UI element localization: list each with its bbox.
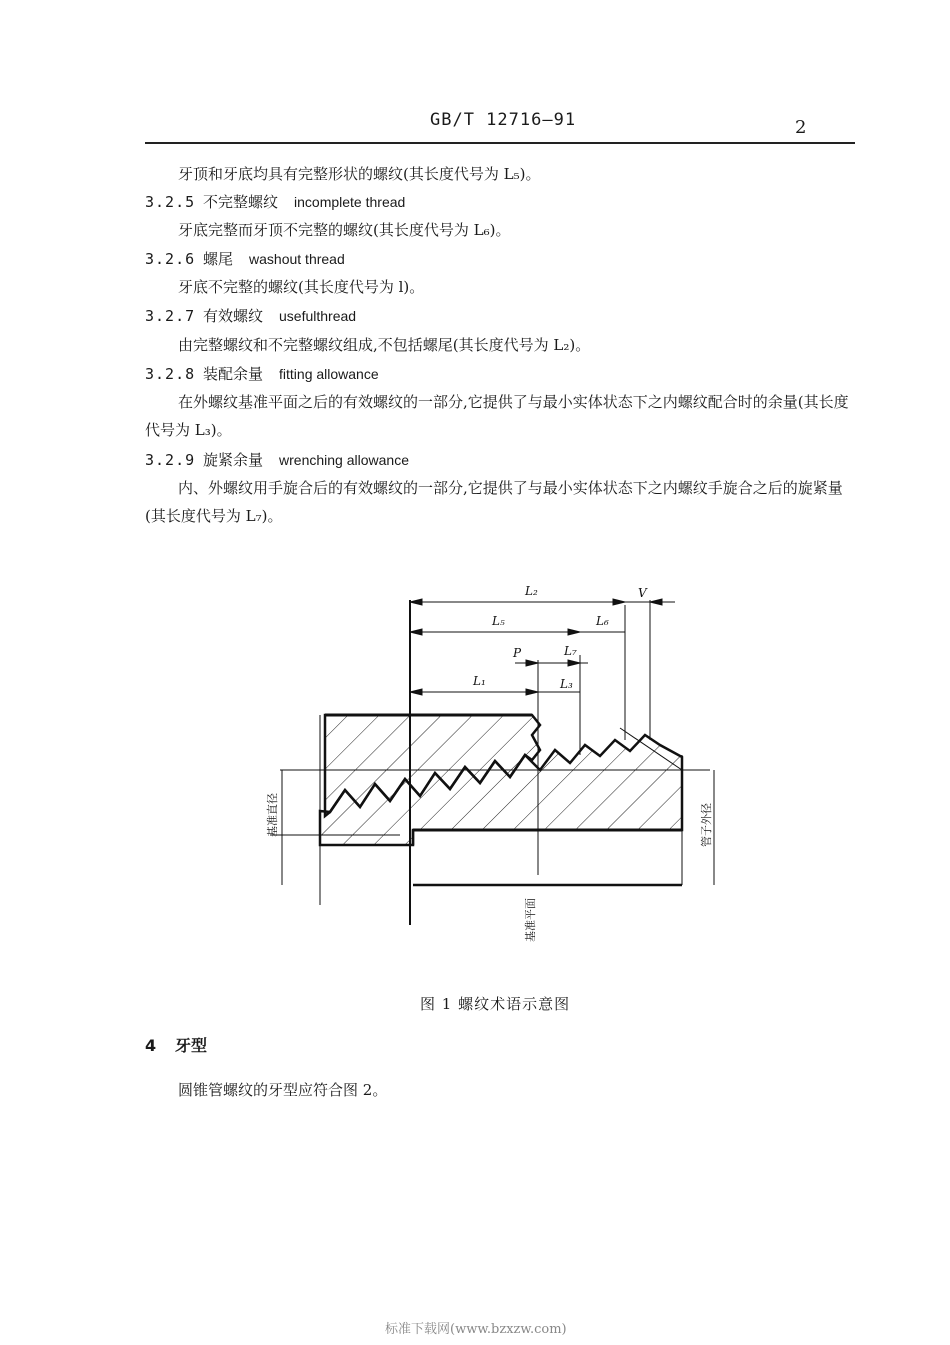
dimension-labels: [472, 584, 648, 691]
term-en: incomplete thread: [294, 194, 406, 210]
section-3-2-5-heading: [145, 191, 405, 212]
arrow: [613, 599, 625, 605]
label-l1: L₁: [473, 674, 486, 688]
header-rule: [145, 142, 855, 144]
section-3-2-5-text: 牙底完整而牙顶不完整的螺纹(其长度代号为 L₆)。: [178, 221, 511, 239]
term-en: fitting allowance: [279, 366, 379, 382]
term-en: wrenching allowance: [279, 452, 409, 468]
figure-1: [266, 575, 713, 955]
arrow: [410, 599, 422, 605]
arrow: [568, 629, 580, 635]
section-3-2-6-text: 牙底不完整的螺纹(其长度代号为 l)。: [178, 278, 425, 296]
label-l7: L₇: [564, 644, 577, 658]
section-number: 3.2.9: [145, 451, 196, 469]
label-pipe-od: 管子外径: [700, 803, 713, 847]
section-number: 3.2.8: [145, 365, 196, 383]
term-en: washout thread: [249, 251, 345, 267]
figure-caption: 图 1 螺纹术语示意图: [420, 995, 571, 1013]
section-3-2-8-text: 在外螺纹基准平面之后的有效螺纹的一部分,它提供了与最小实体状态下之内螺纹配合时的余量(其长度代号为 L₃)。: [145, 393, 849, 439]
arrow: [526, 689, 538, 695]
page-number: 2: [795, 117, 807, 138]
term-zh: 不完整螺纹: [203, 193, 279, 211]
section-3-2-7-heading: [145, 305, 356, 326]
term-zh: 有效螺纹: [203, 307, 264, 325]
section-4-text: 圆锥管螺纹的牙型应符合图 2。: [178, 1081, 388, 1099]
label-p: P: [513, 646, 522, 660]
section-3-2-6-heading: [145, 248, 345, 269]
thread-diagram: [266, 575, 713, 955]
arrow: [568, 660, 580, 666]
section-number: 3.2.7: [145, 307, 196, 325]
section-title: 牙型: [175, 1036, 208, 1055]
section-3-2-9-heading: [145, 449, 409, 470]
term-zh: 装配余量: [203, 365, 264, 383]
standard-number: GB/T 12716—91: [430, 110, 577, 130]
section-3-2-7-text: 由完整螺纹和不完整螺纹组成,不包括螺尾(其长度代号为 L₂)。: [178, 336, 591, 354]
arrow: [410, 689, 422, 695]
arrow: [650, 599, 662, 605]
section-number: 4: [145, 1036, 157, 1055]
term-zh: 旋紧余量: [203, 451, 264, 469]
dimension-lines: [410, 599, 675, 695]
term-en: usefulthread: [279, 308, 357, 324]
section-3-2-9-text: 内、外螺纹用手旋合后的有效螺纹的一部分,它提供了与最小实体状态下之内螺纹手旋合之后的旋紧量(其长度代号为 L₇)。: [145, 479, 843, 525]
label-l5: L₅: [492, 614, 505, 628]
section-3-2-8-heading: [145, 363, 379, 384]
label-v: V: [638, 586, 647, 600]
section-number: 3.2.6: [145, 250, 196, 268]
label-l2: L₂: [525, 584, 538, 598]
arrow: [526, 660, 538, 666]
footer-watermark[interactable]: 标准下载网(www.bzxzw.com): [385, 1322, 567, 1337]
section-4-heading: [145, 1033, 207, 1056]
term-zh: 螺尾: [203, 250, 234, 268]
label-l3: L₃: [560, 677, 573, 691]
label-reference-diameter: 基准直径: [266, 793, 279, 837]
section-number: 3.2.5: [145, 193, 196, 211]
label-reference-plane: 基准平面: [524, 898, 537, 942]
arrow: [410, 629, 422, 635]
label-l6: L₆: [596, 614, 609, 628]
intro-line: 牙顶和牙底均具有完整形状的螺纹(其长度代号为 L₅)。: [178, 165, 541, 183]
